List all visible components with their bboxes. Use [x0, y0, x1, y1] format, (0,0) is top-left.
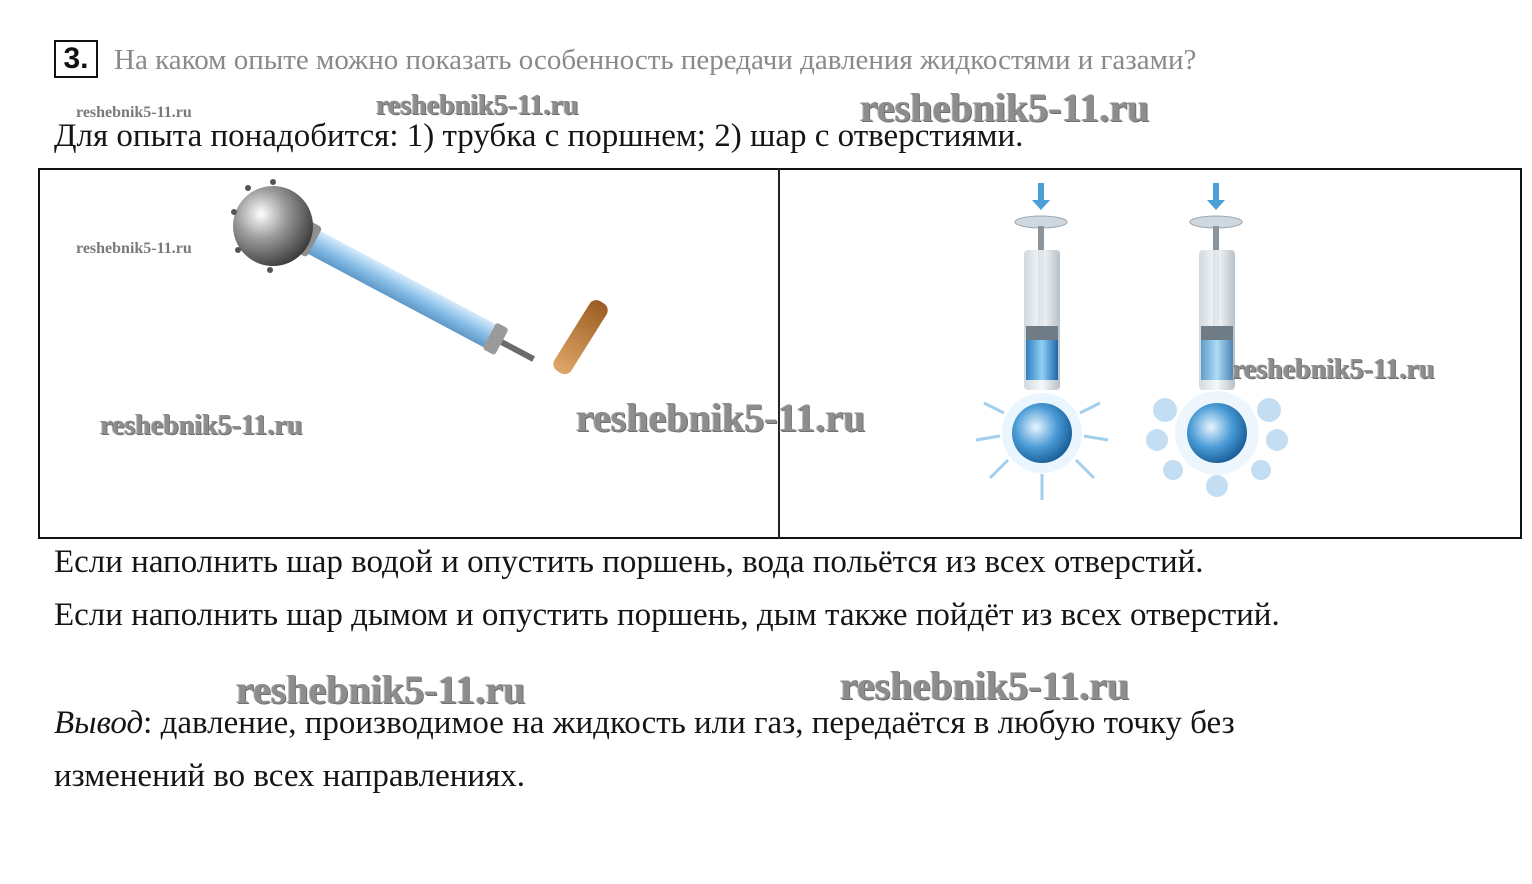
watermark: reshebnik5-11.ru: [76, 240, 192, 257]
watermark: reshebnik5-11.ru: [376, 90, 579, 121]
watermark: reshebnik5-11.ru: [236, 667, 526, 712]
tube-with-piston-and-ball-icon: [228, 178, 608, 393]
watermark: reshebnik5-11.ru: [1232, 354, 1435, 385]
materials-text: Для опыта понадобится: 1) трубка с поршнем; 2) шар с отверстиями.: [54, 118, 1024, 154]
watermark: reshebnik5-11.ru: [100, 410, 303, 441]
explanation-line-2: Если наполнить шар дымом и опустить поршень, дым также пойдёт из всех отверстий.: [54, 597, 1280, 633]
task-number: 3.: [54, 40, 98, 78]
explanation-line-1: Если наполнить шар водой и опустить поршень, вода польётся из всех отверстий.: [54, 544, 1204, 580]
conclusion-label: Вывод: [54, 705, 144, 741]
figure-divider: [778, 168, 780, 539]
watermark: reshebnik5-11.ru: [576, 395, 866, 440]
watermark: reshebnik5-11.ru: [840, 663, 1130, 708]
watermark: reshebnik5-11.ru: [860, 85, 1150, 130]
conclusion-line-2: изменений во всех направлениях.: [54, 758, 525, 794]
conclusion-line-1: [54, 705, 1235, 742]
task-question: На каком опыте можно показать особенность передачи давления жидкостями и газами?: [114, 44, 1197, 76]
watermark: reshebnik5-11.ru: [76, 104, 192, 121]
conclusion-text: : давление, производимое на жидкость или газ, передаётся в любую точку без: [143, 705, 1235, 741]
